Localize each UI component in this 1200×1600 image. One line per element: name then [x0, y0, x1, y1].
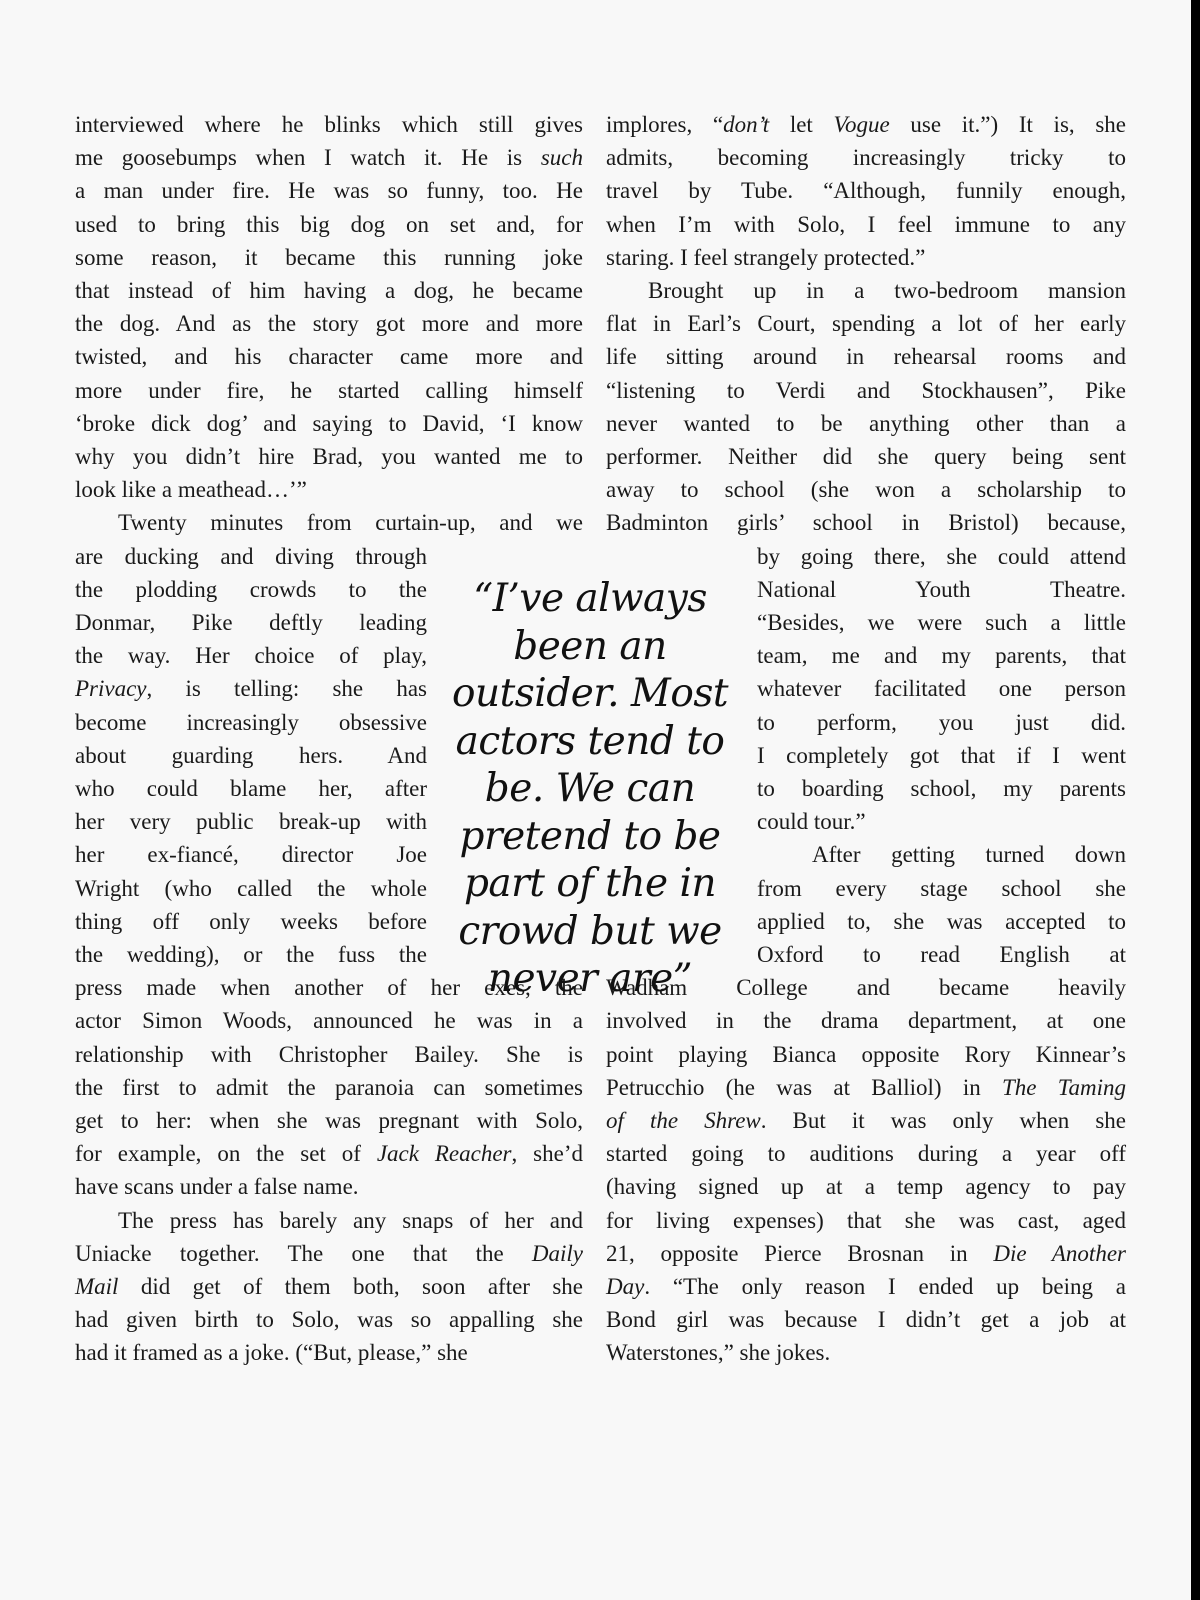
text-line: the dog. And as the story got more and more: [75, 311, 583, 337]
text-line: Waterstones,” she jokes.: [606, 1340, 831, 1366]
text-line: actor Simon Woods, announced he was in a: [75, 1008, 583, 1034]
pull-quote-line: crowd but we: [458, 908, 722, 954]
text-line: thing off only weeks before: [75, 908, 427, 934]
text-line: life sitting around in rehearsal rooms and: [606, 344, 1126, 370]
text-line: about guarding hers. And: [75, 742, 427, 768]
pull-quote-line: outsider. Most: [451, 671, 729, 716]
text-line: press made when another of her exes, the: [75, 975, 583, 1001]
text-line: Petrucchio (he was at Balliol) in The Taming: [606, 1074, 1126, 1100]
text-line: Privacy, is telling: she has: [75, 676, 427, 702]
text-line: Brought up in a two-bedroom mansion: [648, 278, 1126, 303]
text-line: “listening to Verdi and Stockhausen”, Pike: [606, 377, 1126, 403]
text-line: have scans under a false name.: [75, 1174, 359, 1200]
text-line: the plodding crowds to the: [75, 576, 427, 602]
text-line: why you didn’t hire Brad, you wanted me to: [75, 444, 583, 469]
text-line: Wright (who called the whole: [75, 875, 427, 901]
pull-quote: [432, 575, 748, 1003]
text-line: The press has barely any snaps of her and: [118, 1207, 583, 1233]
text-line: look like a meathead…’”: [75, 477, 307, 503]
text-line: had given birth to Solo, was so appalling she: [75, 1307, 583, 1333]
text-line: get to her: when she was pregnant with Solo,: [75, 1108, 583, 1133]
text-line: Twenty minutes from curtain-up, and we: [118, 510, 583, 536]
text-line: by going there, she could attend: [757, 543, 1126, 569]
text-line: Mail did get of them both, soon after she: [75, 1274, 583, 1299]
text-line: applied to, she was accepted to: [757, 908, 1126, 934]
text-line: point playing Bianca opposite Rory Kinnear’s: [606, 1041, 1126, 1067]
text-line: some reason, it became this running joke: [75, 244, 583, 270]
text-line: “Besides, we were such a little: [757, 610, 1126, 635]
page-edge-strip: [1191, 0, 1200, 1600]
text-line: implores, “don’t let Vogue use it.”) It is, she: [606, 112, 1126, 137]
text-line: interviewed where he blinks which still gives: [75, 112, 583, 137]
text-line: involved in the drama department, at one: [606, 1008, 1126, 1034]
text-line: to perform, you just did.: [757, 709, 1126, 735]
text-line: Uniacke together. The one that the Daily: [75, 1240, 583, 1266]
text-line: (having signed up at a temp agency to pay: [606, 1174, 1126, 1200]
text-line: her very public break-up with: [75, 809, 427, 835]
text-line: for living expenses) that she was cast, aged: [606, 1207, 1126, 1233]
text-line: started going to auditions during a year off: [606, 1141, 1126, 1167]
pull-quote-line: pretend to be: [459, 813, 721, 859]
pull-quote-line: “I’ve always: [473, 576, 707, 621]
text-line: admits, becoming increasingly tricky to: [606, 145, 1126, 171]
pull-quote-line: be. We can: [484, 766, 696, 811]
text-line: Donmar, Pike deftly leading: [75, 610, 427, 635]
text-line: Wadham College and became heavily: [606, 975, 1126, 1001]
text-line: to boarding school, my parents: [757, 776, 1126, 801]
text-line: of the Shrew. But it was only when she: [606, 1108, 1126, 1133]
text-line: flat in Earl’s Court, spending a lot of her early: [606, 311, 1126, 337]
text-line: Day. “The only reason I ended up being a: [606, 1274, 1126, 1299]
text-line: used to bring this big dog on set and, for: [75, 211, 583, 237]
text-line: could tour.”: [757, 809, 866, 835]
text-line: a man under fire. He was so funny, too. He: [75, 178, 583, 204]
text-line: Bond girl was because I didn’t get a job at: [606, 1307, 1126, 1333]
text-line: After getting turned down: [812, 842, 1126, 868]
text-line: the way. Her choice of play,: [75, 643, 427, 669]
text-line: team, me and my parents, that: [757, 643, 1126, 669]
text-line: that instead of him having a dog, he became: [75, 278, 583, 303]
text-line: are ducking and diving through: [75, 543, 427, 569]
text-line: the first to admit the paranoia can sometimes: [75, 1074, 583, 1100]
text-line: 21, opposite Pierce Brosnan in Die Another: [606, 1240, 1126, 1266]
text-line: her ex-fiancé, director Joe: [75, 842, 427, 868]
text-line: more under fire, he started calling himself: [75, 377, 583, 403]
pull-quote-line: been an: [513, 623, 667, 669]
text-line: travel by Tube. “Although, funnily enough,: [606, 178, 1126, 204]
pull-quote-line: never are”: [487, 956, 693, 1001]
text-line: had it framed as a joke. (“But, please,” she: [75, 1340, 468, 1366]
text-line: never wanted to be anything other than a: [606, 410, 1126, 436]
text-line: I completely got that if I went: [757, 742, 1126, 768]
text-line: when I’m with Solo, I feel immune to any: [606, 211, 1126, 237]
text-line: the wedding), or the fuss the: [75, 942, 427, 967]
text-line: National Youth Theatre.: [757, 576, 1126, 602]
text-line: who could blame her, after: [75, 776, 427, 801]
pull-quote-line: part of the in: [463, 861, 717, 906]
text-line: staring. I feel strangely protected.”: [606, 244, 926, 270]
text-line: performer. Neither did she query being sent: [606, 444, 1126, 469]
text-line: Badminton girls’ school in Bristol) because,: [606, 510, 1126, 536]
text-line: ‘broke dick dog’ and saying to David, ‘I know: [75, 410, 583, 436]
text-line: relationship with Christopher Bailey. She is: [75, 1041, 583, 1067]
text-line: away to school (she won a scholarship to: [606, 477, 1126, 503]
text-line: become increasingly obsessive: [75, 709, 427, 735]
text-line: twisted, and his character came more and: [75, 344, 583, 370]
pull-quote-line: actors tend to: [455, 718, 725, 764]
text-line: whatever facilitated one person: [757, 676, 1126, 702]
text-line: me goosebumps when I watch it. He is such: [75, 145, 583, 171]
text-line: Oxford to read English at: [757, 942, 1126, 967]
text-line: for example, on the set of Jack Reacher, she’d: [75, 1141, 583, 1167]
text-line: from every stage school she: [757, 875, 1126, 901]
